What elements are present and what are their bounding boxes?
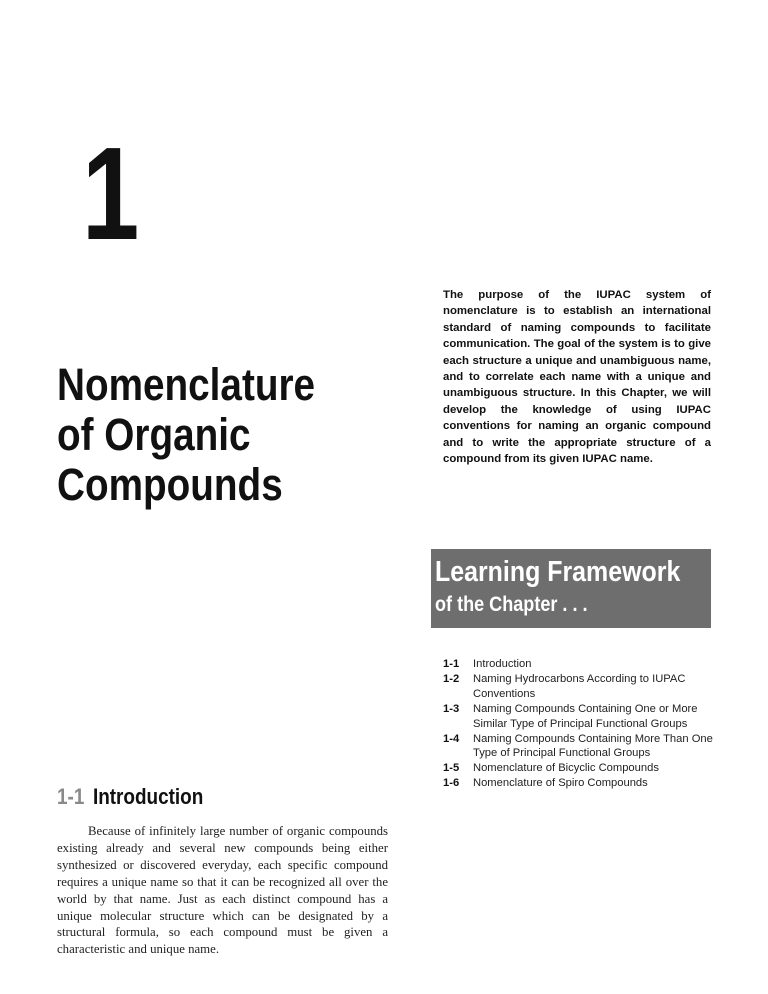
chapter-abstract: The purpose of the IUPAC system of nomenclature is to establish an international standard of naming compounds to facilitate communication. The goal of the system is to give each structure a unique and unambiguous name, and to correlate each name with a unique and unambiguous structure. In this Chapter, we will develop the knowledge of using IUPAC conventions for naming an organic compound and to write the appropriate structure of a compound from its given IUPAC name. xyxy=(443,289,711,466)
toc-item xyxy=(443,761,733,776)
toc-item-label: Naming Compounds Containing One or More Similar Type of Principal Functional Groups xyxy=(473,702,698,730)
toc-item xyxy=(443,657,733,672)
chapter-contents-list xyxy=(443,657,733,791)
toc-item-number: 1-6 xyxy=(443,777,460,790)
toc-item xyxy=(443,776,733,791)
section-title: Introduction xyxy=(92,784,204,809)
chapter-title-line-2: of Organic xyxy=(57,409,251,460)
toc-item-label: Nomenclature of Spiro Compounds xyxy=(473,777,648,790)
toc-item-label: Naming Compounds Containing More Than One Type of Principal Functional Groups xyxy=(473,732,713,760)
toc-item-label: Naming Hydrocarbons According to IUPAC Conventions xyxy=(473,672,686,700)
toc-item-number: 1-2 xyxy=(443,672,460,685)
chapter-title-line-1: Nomenclature xyxy=(57,359,316,410)
toc-item-label: Nomenclature of Bicyclic Compounds xyxy=(473,762,659,775)
learning-framework-subtitle: of the Chapter . . . xyxy=(435,593,588,616)
toc-item-number: 1-3 xyxy=(443,702,460,715)
section-number: 1-1 xyxy=(57,784,85,809)
toc-item xyxy=(443,732,733,762)
learning-framework-title: Learning Framework xyxy=(435,556,681,588)
toc-item-number: 1-4 xyxy=(443,732,460,745)
learning-framework-banner xyxy=(431,549,711,628)
chapter-number: 1 xyxy=(82,120,135,267)
section-heading xyxy=(57,784,203,810)
toc-item-number: 1-5 xyxy=(443,762,460,775)
toc-item-label: Introduction xyxy=(473,658,532,670)
chapter-title xyxy=(57,360,341,510)
toc-item xyxy=(443,702,733,732)
toc-item xyxy=(443,672,733,702)
chapter-title-line-3: Compounds xyxy=(57,459,283,510)
toc-item-number: 1-1 xyxy=(443,658,460,670)
section-body-paragraph: Because of infinitely large number of organic compounds existing already and several new compounds being either synthesized or discovered everyday, each specific compound requires a unique name so that it can be recognized all over the world by that name. Just as each distinct compound has a unique molecular structure which can be designated by a structural formula, so each compound must be given a characteristic and unique name. xyxy=(57,824,388,957)
